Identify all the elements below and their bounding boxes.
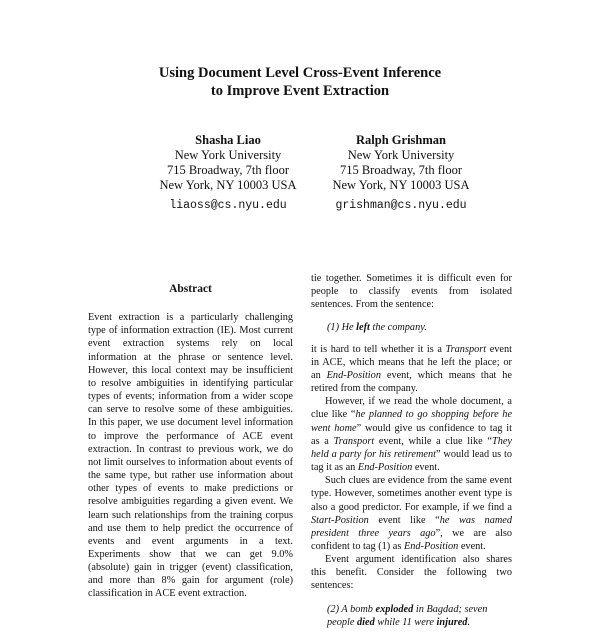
title-line-1: Using Document Level Cross-Event Inference <box>158 65 442 81</box>
abstract-heading: Abstract <box>169 283 212 295</box>
author-block-2 <box>291 133 511 213</box>
body-paragraph: Event argument identification also shares this benefit. Consider the following two sentences: <box>311 554 512 592</box>
left-column <box>88 283 293 601</box>
author-address: 715 Broadway, 7th floor <box>166 163 290 177</box>
title-line-2: to Improve Event Extraction <box>210 83 390 99</box>
author-address: 715 Broadway, 7th floor <box>339 163 463 177</box>
author-name: Shasha Liao <box>195 133 261 147</box>
author-address: New York, NY 10003 USA <box>332 178 470 192</box>
abstract-text: Event extraction is a particularly challenging type of information extraction (IE). Most current event extraction systems rely on local information at the phrase or sentence level. However, this local context may be insufficient to resolve ambiguities in identifying particular types of events; information from a wider scope can serve to resolve some of these ambiguities. In this paper, we use document level information to improve the performance of ACE event extraction. In contrast to previous work, we do not limit ourselves to information about events of the same type, but rather use information about other types of events to make predictions or resolve ambiguities regarding a given event. We learn such relationships from the training corpus and use them to help predict the occurrence of events and event arguments in a text. Experiments show that we can get 9.0% (absolute) gain in trigger (event) classification, and more than 8% gain for argument (role) classification in ACE event extraction. <box>88 312 293 600</box>
author-affiliation: New York University <box>174 148 282 162</box>
author-email: grishman@cs.nyu.edu <box>335 199 467 212</box>
author-email: liaoss@cs.nyu.edu <box>169 199 287 212</box>
highlighted-word: left <box>356 322 370 334</box>
author-address: New York, NY 10003 USA <box>159 178 297 192</box>
body-paragraph: Such clues are evidence from the same event type. However, sometimes another event type is also a good predictor. For example, if we find a Start-Position event like “he was named president three years ago”, we are also confident to tag (1) as End-Position event. <box>311 475 512 552</box>
body-paragraph: tie together. Sometimes it is difficult even for people to classify events from isolated sentences. From the sentence: <box>311 273 512 311</box>
body-paragraph: it is hard to tell whether it is a Transport event in ACE, which means that he left the place; or an End-Position event, which means that he retired from the company. <box>311 343 512 395</box>
body-paragraph: However, if we read the whole document, a clue like “he planned to go shopping before he went home” would give us confidence to tag it as a Transport event, while a clue like “They held a party for his retirement” would lead us to tag it as an End-Position event. <box>311 396 513 474</box>
example-sentence-2: (2) A bomb exploded in Bagdad; seven people died while 11 were injured. <box>327 603 488 628</box>
paper-title <box>0 64 600 100</box>
author-affiliation: New York University <box>347 148 455 162</box>
right-column <box>311 272 512 637</box>
example-sentence-1: (1) He left the company. <box>327 322 427 334</box>
author-name: Ralph Grishman <box>356 133 446 147</box>
